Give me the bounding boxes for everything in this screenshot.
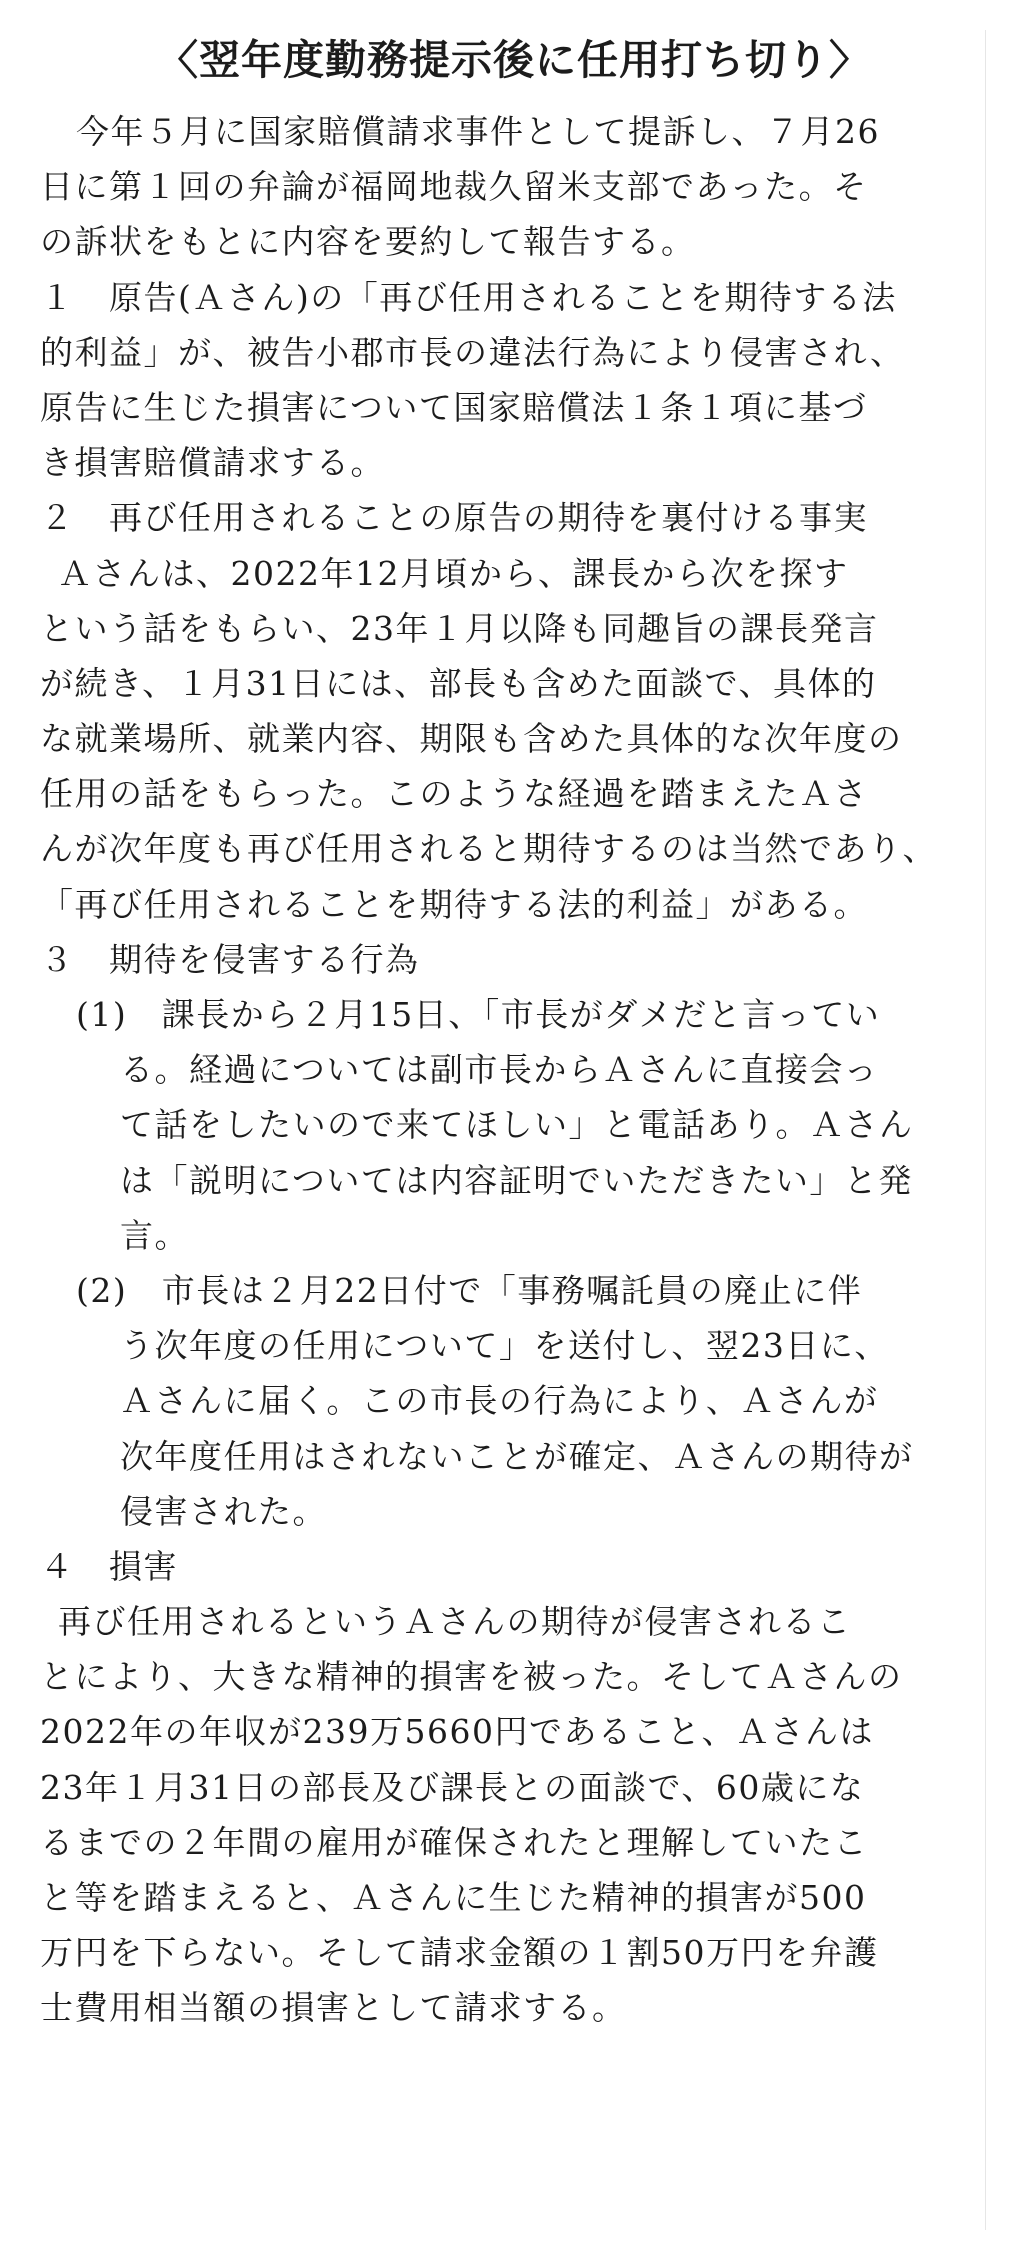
- text-line: ４ 損害: [40, 1546, 178, 1586]
- text-line: き損害賠償請求する。: [40, 443, 385, 483]
- text-line: 原告に生じた損害について国家賠償法１条１項に基づ: [40, 387, 868, 427]
- text-line: う次年度の任用について」を送付し、翌23日に、: [120, 1326, 889, 1366]
- text-line: (2) 市長は２月22日付で「事務嘱託員の廃止に伴: [76, 1270, 863, 1310]
- text-line: が続き、１月31日には、部長も含めた面談で、具体的: [40, 663, 877, 703]
- text-line: 侵害された。: [120, 1491, 327, 1531]
- text-line: 「再び任用されることを期待する法的利益」がある。: [40, 884, 868, 924]
- text-line: 再び任用されるというＡさんの期待が侵害されるこ: [58, 1602, 852, 1642]
- text-line: 2022年の年収が239万5660円であること、Ａさんは: [40, 1712, 874, 1752]
- text-line: １ 原告(Ａさん)の「再び任用されることを期待する法: [40, 277, 897, 317]
- text-line: は「説明については内容証明でいただきたい」と発: [120, 1160, 913, 1200]
- text-line: 士費用相当額の損害として請求する。: [40, 1988, 627, 2028]
- text-line: 的利益」が、被告小郡市長の違法行為により侵害され、: [40, 332, 905, 372]
- text-line: な就業場所、就業内容、期限も含めた具体的な次年度の: [40, 719, 903, 759]
- text-line: んが次年度も再び任用されると期待するのは当然であり、: [40, 829, 937, 869]
- text-line: 任用の話をもらった。このような経過を踏まえたＡさ: [40, 774, 868, 814]
- text-line: の訴状をもとに内容を要約して報告する。: [40, 222, 696, 262]
- text-line: という話をもらい、23年１月以降も同趣旨の課長発言: [40, 608, 879, 648]
- text-line: とにより、大きな精神的損害を被った。そしてＡさんの: [40, 1657, 903, 1697]
- article-body: [40, 104, 990, 2036]
- text-line: と等を踏まえると、Ａさんに生じた精神的損害が500: [40, 1878, 867, 1917]
- text-line: Ａさんに届く。この市長の行為により、Ａさんが: [120, 1381, 879, 1421]
- text-line: ３ 期待を侵害する行為: [40, 939, 420, 979]
- text-line: 日に第１回の弁論が福岡地裁久留米支部であった。そ: [40, 167, 868, 207]
- text-line: 23年１月31日の部長及び課長との面談で、60歳にな: [40, 1767, 865, 1807]
- text-line: 今年５月に国家賠償請求事件として提訴し、７月26: [76, 112, 880, 151]
- text-line: ２ 再び任用されることの原告の期待を裏付ける事実: [40, 498, 868, 538]
- text-line: (1) 課長から２月15日、「市長がダメだと言ってい: [76, 995, 881, 1034]
- text-line: て話をしたいので来てほしい」と電話あり。Ａさん: [120, 1105, 914, 1145]
- article-title: 〈翌年度勤務提示後に任用打ち切り〉: [157, 36, 871, 84]
- text-line: る。経過については副市長からＡさんに直接会っ: [120, 1050, 879, 1090]
- column-rule: [985, 30, 986, 2230]
- text-line: 言。: [120, 1215, 189, 1255]
- text-line: Ａさんは、2022年12月頃から、課長から次を探す: [58, 553, 849, 593]
- text-line: るまでの２年間の雇用が確保されたと理解していたこ: [40, 1822, 868, 1862]
- text-line: 万円を下らない。そして請求金額の１割50万円を弁護: [40, 1933, 879, 1973]
- text-line: 次年度任用はされないことが確定、Ａさんの期待が: [120, 1436, 914, 1476]
